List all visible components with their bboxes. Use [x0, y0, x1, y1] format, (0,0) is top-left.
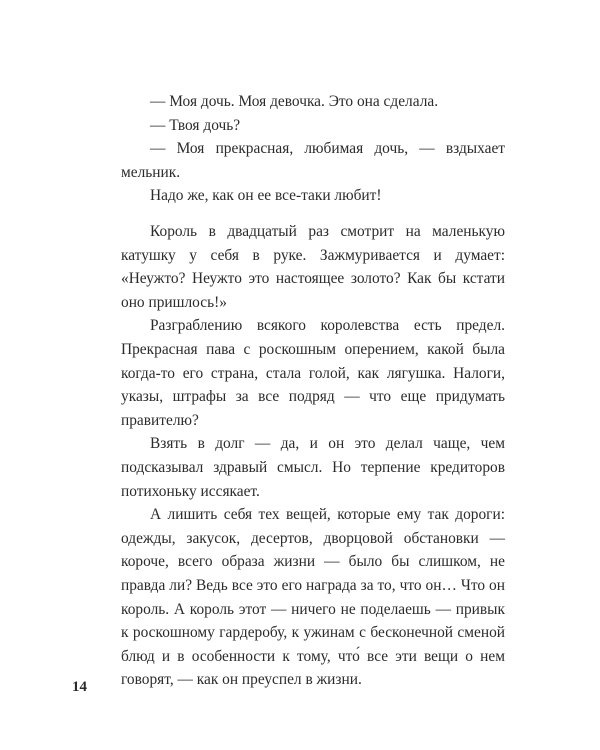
paragraph: Надо же, как он ее все-таки любит!	[150, 187, 382, 205]
paragraph: А лишить себя тех вещей, которые ему так дороги: одежды, закусок, десертов, дворцовой обстановки — короче, всего образа жизни — было бы слишком, не правда ли? Ведь все это его награда за то, что он… Что он король. А король этот — ничего не поделаешь — привык к роскошному гардеробу, к ужинам с бесконечной сменой блюд и в особенности к тому, что́ все эти вещи о нем говорят, — как он преуспел в жизни.	[121, 506, 505, 689]
narrative-section	[121, 220, 505, 692]
paragraph: Король в двадцатый раз смотрит на маленькую катушку у себя в руке. Зажмуривается и думает: «Неужто? Неужто это настоящее золото? Как бы кстати оно пришлось!»	[121, 223, 505, 311]
paragraph: Взять в долг — да, и он это делал чаще, чем подсказывал здравый смысл. Но терпение кредиторов потихоньку иссякает.	[121, 435, 505, 500]
paragraph: — Моя дочь. Моя девочка. Это она сделала.	[150, 93, 439, 110]
page-number: 14	[72, 679, 87, 695]
paragraph: — Моя прекрасная, любимая дочь, — вздыхает мельник.	[121, 140, 505, 181]
dialogue-section	[121, 90, 505, 208]
paragraph: Разграблению всякого королевства есть предел. Прекрасная пава с роскошным оперением, какой была когда-то его страна, стала голой, как лягушка. Налоги, указы, штрафы за все подряд — что еще придумать правителю?	[121, 317, 505, 429]
paragraph: — Твоя дочь?	[150, 116, 241, 134]
